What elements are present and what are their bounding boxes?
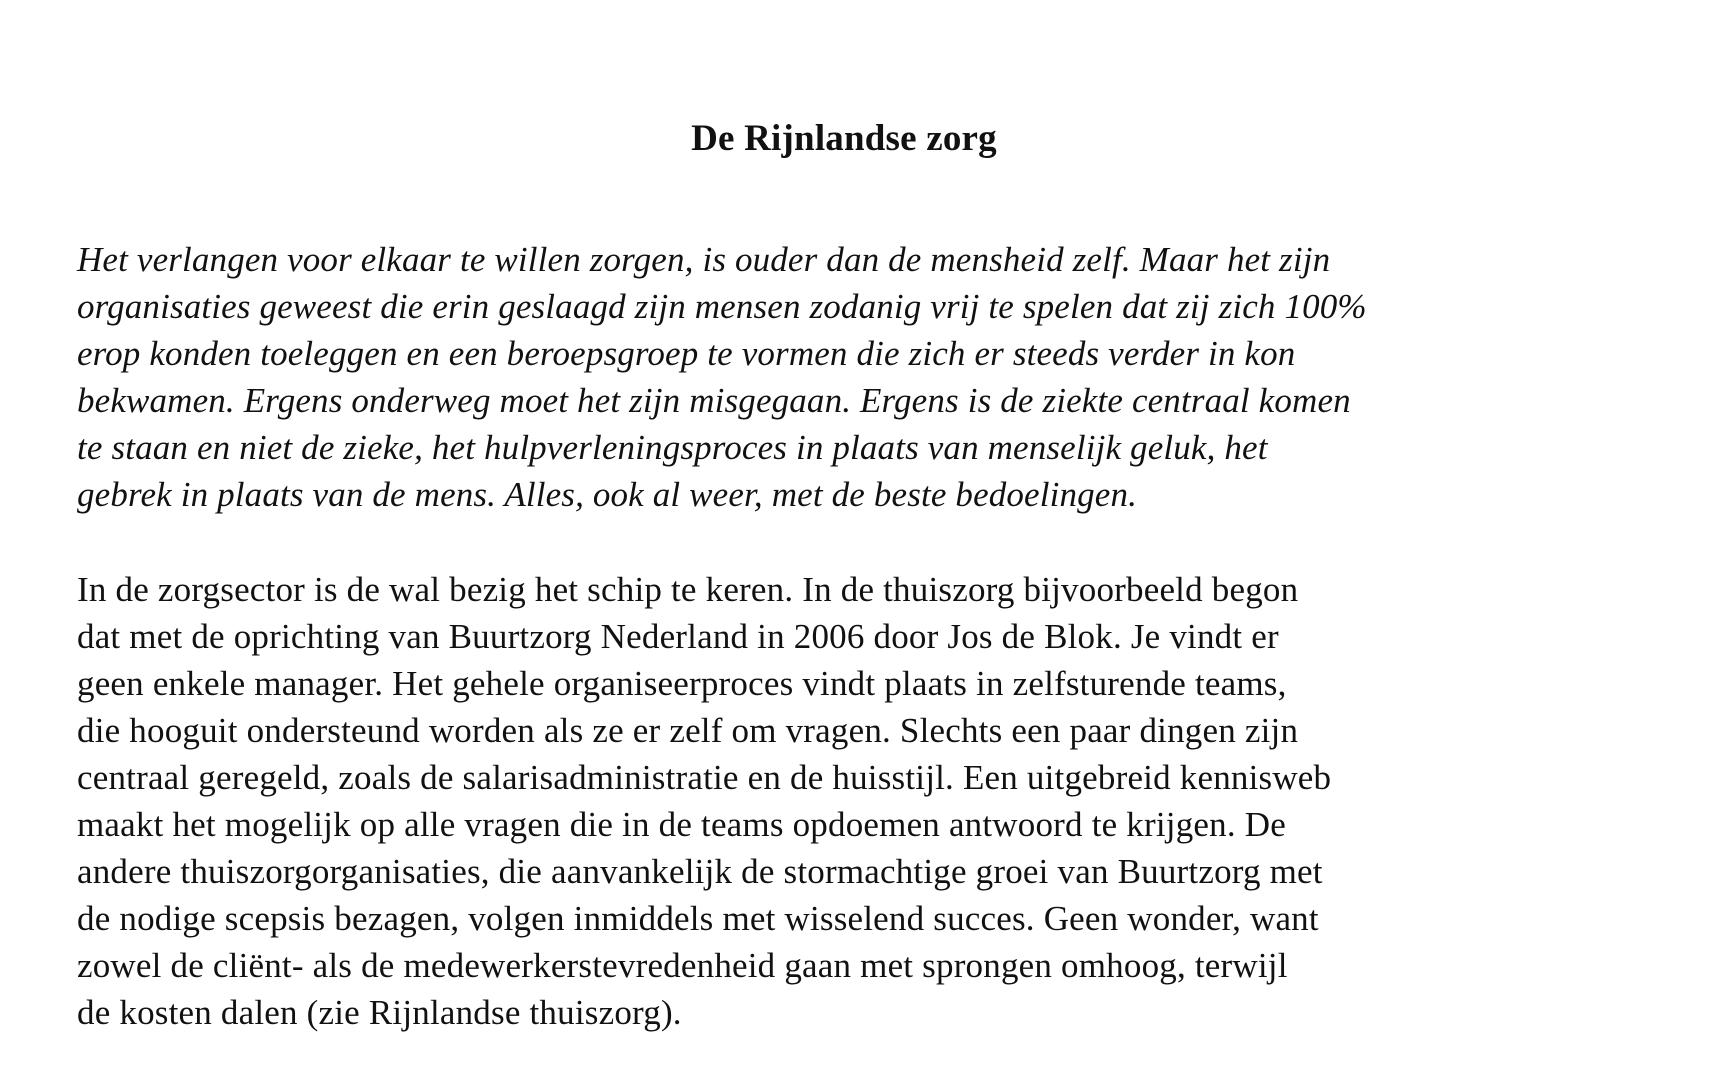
body-paragraph xyxy=(77,566,1331,1036)
intro-line: gebrek in plaats van de mens. Alles, ook al weer, met de beste bedoelingen. xyxy=(77,475,1138,514)
intro-line: bekwamen. Ergens onderweg moet het zijn misgegaan. Ergens is de ziekte centraal komen xyxy=(77,381,1351,420)
intro-line: te staan en niet de zieke, het hulpverleningsproces in plaats van menselijk geluk, het xyxy=(77,428,1268,467)
intro-line: erop konden toeleggen en een beroepsgroep te vormen die zich er steeds verder in kon xyxy=(77,334,1296,373)
body-line: dat met de oprichting van Buurtzorg Nederland in 2006 door Jos de Blok. Je vindt er xyxy=(77,617,1279,656)
body-line: de kosten dalen (zie Rijnlandse thuiszorg). xyxy=(77,993,682,1032)
document-title: De Rijnlandse zorg xyxy=(691,117,997,159)
body-line: die hooguit ondersteund worden als ze er zelf om vragen. Slechts een paar dingen zijn xyxy=(77,711,1299,750)
body-line: maakt het mogelijk op alle vragen die in de teams opdoemen antwoord te krijgen. De xyxy=(77,805,1286,844)
intro-paragraph xyxy=(77,236,1367,518)
body-line: centraal geregeld, zoals de salarisadministratie en de huisstijl. Een uitgebreid kennisweb xyxy=(77,758,1332,797)
body-line: In de zorgsector is de wal bezig het schip te keren. In de thuiszorg bijvoorbeeld begon xyxy=(77,570,1299,609)
intro-line: organisaties geweest die erin geslaagd zijn mensen zodanig vrij te spelen dat zij zich 100% xyxy=(77,287,1367,326)
intro-line: Het verlangen voor elkaar te willen zorgen, is ouder dan de mensheid zelf. Maar het zijn xyxy=(77,240,1331,279)
body-line: geen enkele manager. Het gehele organiseerproces vindt plaats in zelfsturende teams, xyxy=(77,664,1287,703)
body-line: de nodige scepsis bezagen, volgen inmiddels met wisselend succes. Geen wonder, want xyxy=(77,899,1319,938)
body-line: andere thuiszorgorganisaties, die aanvankelijk de stormachtige groei van Buurtzorg met xyxy=(77,852,1323,891)
body-line: zowel de cliënt- als de medewerkerstevredenheid gaan met sprongen omhoog, terwijl xyxy=(77,946,1288,985)
